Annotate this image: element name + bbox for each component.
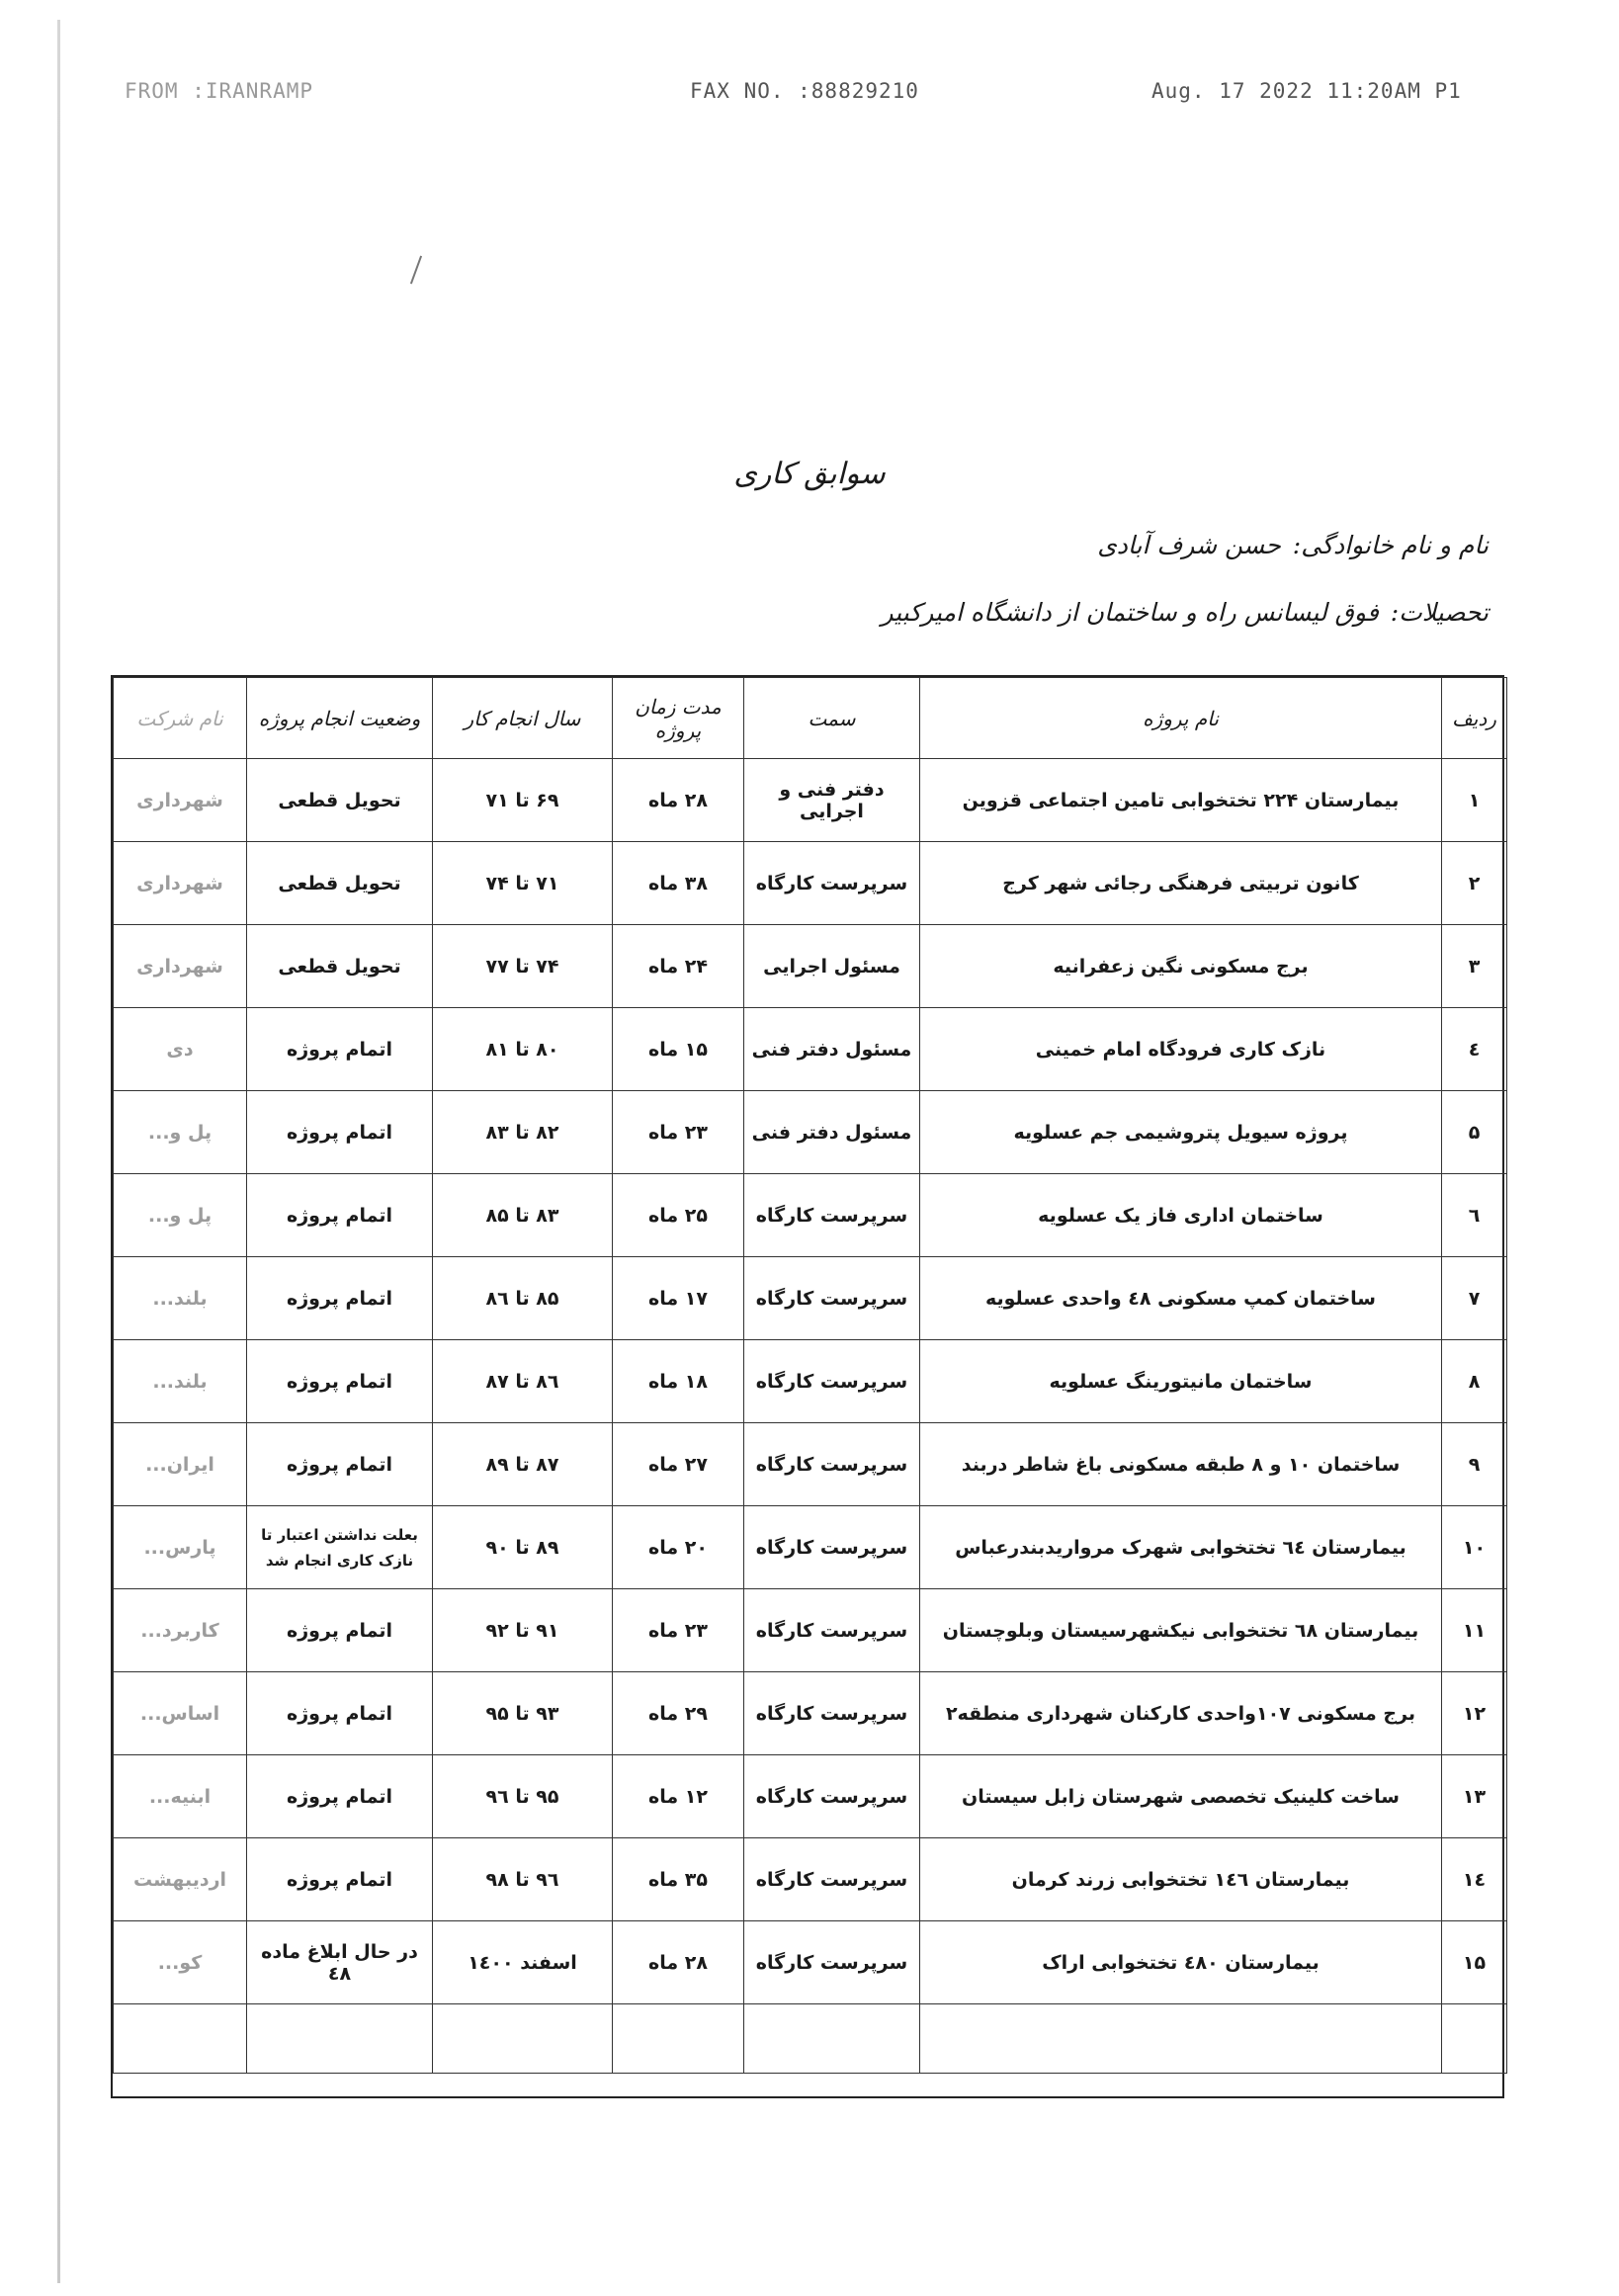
row-index: ٦ <box>1442 1174 1507 1257</box>
work-history-table <box>113 677 1507 2074</box>
row-index: ۵ <box>1442 1091 1507 1174</box>
years: ۹۱ تا ۹۲ <box>433 1589 613 1672</box>
education-value: فوق لیسانس راه و ساختمان از دانشگاه امیرکبیر <box>881 598 1379 627</box>
status: اتمام پروژه <box>247 1340 433 1423</box>
project-name: نازک کاری فرودگاه امام خمینی <box>920 1008 1442 1091</box>
project-name: کانون تربیتی فرهنگی رجائی شهر کرج <box>920 842 1442 925</box>
role: مسئول دفتر فنی <box>744 1091 920 1174</box>
status: تحویل قطعی <box>247 842 433 925</box>
status: اتمام پروژه <box>247 1755 433 1838</box>
years: ۸۲ تا ۸۳ <box>433 1091 613 1174</box>
project-name: ساختمان ۱۰ و ۸ طبقه مسکونی باغ شاطر دربند <box>920 1423 1442 1506</box>
duration: ۱۲ ماه <box>613 1755 744 1838</box>
row-index: ۸ <box>1442 1340 1507 1423</box>
row-index: ۱۳ <box>1442 1755 1507 1838</box>
years: ۹۳ تا ۹۵ <box>433 1672 613 1755</box>
table-header-row <box>114 678 1507 759</box>
project-name: پروژه سیویل پتروشیمی جم عسلویه <box>920 1091 1442 1174</box>
row-index: ۷ <box>1442 1257 1507 1340</box>
duration: ۳۸ ماه <box>613 842 744 925</box>
fax-header <box>0 79 1619 115</box>
status: در حال ابلاغ ماده ٤۸ <box>247 1921 433 2004</box>
table-row <box>114 1921 1507 2004</box>
row-index: ۹ <box>1442 1423 1507 1506</box>
header-duration: مدت زمان پروژه <box>613 678 744 759</box>
table-row <box>114 925 1507 1008</box>
years: ۷۴ تا ۷۷ <box>433 925 613 1008</box>
table-row <box>114 1091 1507 1174</box>
empty-cell <box>744 2004 920 2074</box>
company: کاربرد... <box>114 1589 247 1672</box>
project-name: بیمارستان ۲۲۴ تختخوابی تامین اجتماعی قزوین <box>920 759 1442 842</box>
company: پل و... <box>114 1091 247 1174</box>
status: بعلت نداشتن اعتبار تا نازک کاری انجام شد <box>247 1506 433 1589</box>
duration: ۱۷ ماه <box>613 1257 744 1340</box>
empty-cell <box>433 2004 613 2074</box>
project-name: ساختمان اداری فاز یک عسلویه <box>920 1174 1442 1257</box>
project-name: برج مسکونی ۱۰۷واحدی کارکنان شهرداری منطقه۲ <box>920 1672 1442 1755</box>
work-history-table-frame <box>111 675 1504 2098</box>
duration: ۲۳ ماه <box>613 1091 744 1174</box>
company: اردیبهشت <box>114 1838 247 1921</box>
name-label: نام و نام خانوادگی: <box>1292 531 1489 559</box>
empty-cell <box>613 2004 744 2074</box>
company: پل و... <box>114 1174 247 1257</box>
table-row <box>114 1174 1507 1257</box>
company: بلند... <box>114 1340 247 1423</box>
status: اتمام پروژه <box>247 1257 433 1340</box>
company: دی <box>114 1008 247 1091</box>
role: سرپرست کارگاه <box>744 1257 920 1340</box>
role: سرپرست کارگاه <box>744 1838 920 1921</box>
years: ۹۵ تا ۹٦ <box>433 1755 613 1838</box>
role: سرپرست کارگاه <box>744 1506 920 1589</box>
empty-cell <box>920 2004 1442 2074</box>
status: اتمام پروژه <box>247 1008 433 1091</box>
years: ۹٦ تا ۹۸ <box>433 1838 613 1921</box>
table-row <box>114 1755 1507 1838</box>
project-name: بیمارستان ٦٤ تختخوابی شهرک مرواریدبندرعباس <box>920 1506 1442 1589</box>
status: اتمام پروژه <box>247 1672 433 1755</box>
empty-cell <box>114 2004 247 2074</box>
header-years: سال انجام کار <box>433 678 613 759</box>
years: ۸۹ تا ۹۰ <box>433 1506 613 1589</box>
duration: ۲۷ ماه <box>613 1423 744 1506</box>
years: ۸٦ تا ۸۷ <box>433 1340 613 1423</box>
duration: ۱۵ ماه <box>613 1008 744 1091</box>
project-name: ساختمان مانیتورینگ عسلویه <box>920 1340 1442 1423</box>
status: اتمام پروژه <box>247 1174 433 1257</box>
table-row <box>114 759 1507 842</box>
status: تحویل قطعی <box>247 759 433 842</box>
table-row <box>114 1506 1507 1589</box>
role: دفتر فنی و اجرایی <box>744 759 920 842</box>
row-index: ۲ <box>1442 842 1507 925</box>
duration: ۲۸ ماه <box>613 1921 744 2004</box>
years: ۶۹ تا ۷۱ <box>433 759 613 842</box>
table-row <box>114 1257 1507 1340</box>
fax-number: FAX NO. :88829210 <box>690 79 919 103</box>
years: ۸۳ تا ۸۵ <box>433 1174 613 1257</box>
company: شهرداری <box>114 842 247 925</box>
role: سرپرست کارگاه <box>744 842 920 925</box>
status: تحویل قطعی <box>247 925 433 1008</box>
fax-from: FROM :IRANRAMP <box>125 79 314 103</box>
duration: ۲۹ ماه <box>613 1672 744 1755</box>
role: مسئول اجرایی <box>744 925 920 1008</box>
header-index: ردیف <box>1442 678 1507 759</box>
row-index: ٤ <box>1442 1008 1507 1091</box>
years: ۸۷ تا ۸۹ <box>433 1423 613 1506</box>
project-name: بیمارستان ٦۸ تختخوابی نیکشهرسیستان وبلوچستان <box>920 1589 1442 1672</box>
role: سرپرست کارگاه <box>744 1340 920 1423</box>
duration: ۲۵ ماه <box>613 1174 744 1257</box>
role: سرپرست کارگاه <box>744 1755 920 1838</box>
header-company: نام شرکت <box>114 678 247 759</box>
years: اسفند ۱٤۰۰ <box>433 1921 613 2004</box>
education-label: تحصیلات: <box>1390 598 1489 627</box>
row-index: ۱۰ <box>1442 1506 1507 1589</box>
role: سرپرست کارگاه <box>744 1174 920 1257</box>
years: ۷۱ تا ۷۴ <box>433 842 613 925</box>
table-row <box>114 1838 1507 1921</box>
person-name-line <box>1097 531 1489 559</box>
scan-page-edge <box>57 20 60 2283</box>
table-row <box>114 1672 1507 1755</box>
header-role: سمت <box>744 678 920 759</box>
header-status: وضعیت انجام پروژه <box>247 678 433 759</box>
status: اتمام پروژه <box>247 1091 433 1174</box>
company: ابنیه... <box>114 1755 247 1838</box>
stray-pen-mark <box>410 256 422 285</box>
document-title: سوابق کاری <box>733 457 886 491</box>
duration: ۲۸ ماه <box>613 759 744 842</box>
row-index: ۱٤ <box>1442 1838 1507 1921</box>
company: کو... <box>114 1921 247 2004</box>
company: شهرداری <box>114 925 247 1008</box>
project-name: برج مسکونی نگین زعفرانیه <box>920 925 1442 1008</box>
row-index: ۱۵ <box>1442 1921 1507 2004</box>
header-project: نام پروژه <box>920 678 1442 759</box>
duration: ۲۰ ماه <box>613 1506 744 1589</box>
project-name: ساخت کلینیک تخصصی شهرستان زابل سیستان <box>920 1755 1442 1838</box>
status: اتمام پروژه <box>247 1838 433 1921</box>
role: سرپرست کارگاه <box>744 1672 920 1755</box>
table-row <box>114 1008 1507 1091</box>
fax-date: Aug. 17 2022 11:20AM P1 <box>1151 79 1462 103</box>
role: مسئول دفتر فنی <box>744 1008 920 1091</box>
status: اتمام پروژه <box>247 1589 433 1672</box>
empty-cell <box>1442 2004 1507 2074</box>
education-line <box>881 598 1489 627</box>
project-name: بیمارستان ٤۸۰ تختخوابی اراک <box>920 1921 1442 2004</box>
table-row-empty <box>114 2004 1507 2074</box>
company: اساس... <box>114 1672 247 1755</box>
duration: ۳۵ ماه <box>613 1838 744 1921</box>
years: ۸۰ تا ۸۱ <box>433 1008 613 1091</box>
row-index: ۱۲ <box>1442 1672 1507 1755</box>
duration: ۲۴ ماه <box>613 925 744 1008</box>
status: اتمام پروژه <box>247 1423 433 1506</box>
row-index: ۳ <box>1442 925 1507 1008</box>
company: ایران... <box>114 1423 247 1506</box>
company: بلند... <box>114 1257 247 1340</box>
duration: ۲۳ ماه <box>613 1589 744 1672</box>
table-row <box>114 1423 1507 1506</box>
project-name: ساختمان کمپ مسکونی ٤۸ واحدی عسلویه <box>920 1257 1442 1340</box>
duration: ۱۸ ماه <box>613 1340 744 1423</box>
table-row <box>114 1340 1507 1423</box>
row-index: ۱۱ <box>1442 1589 1507 1672</box>
company: پارس... <box>114 1506 247 1589</box>
years: ۸۵ تا ۸٦ <box>433 1257 613 1340</box>
row-index: ۱ <box>1442 759 1507 842</box>
project-name: بیمارستان ۱٤٦ تختخوابی زرند کرمان <box>920 1838 1442 1921</box>
table-row <box>114 842 1507 925</box>
company: شهرداری <box>114 759 247 842</box>
table-row <box>114 1589 1507 1672</box>
empty-cell <box>247 2004 433 2074</box>
role: سرپرست کارگاه <box>744 1589 920 1672</box>
person-name: حسن شرف آبادی <box>1097 531 1281 559</box>
role: سرپرست کارگاه <box>744 1921 920 2004</box>
role: سرپرست کارگاه <box>744 1423 920 1506</box>
